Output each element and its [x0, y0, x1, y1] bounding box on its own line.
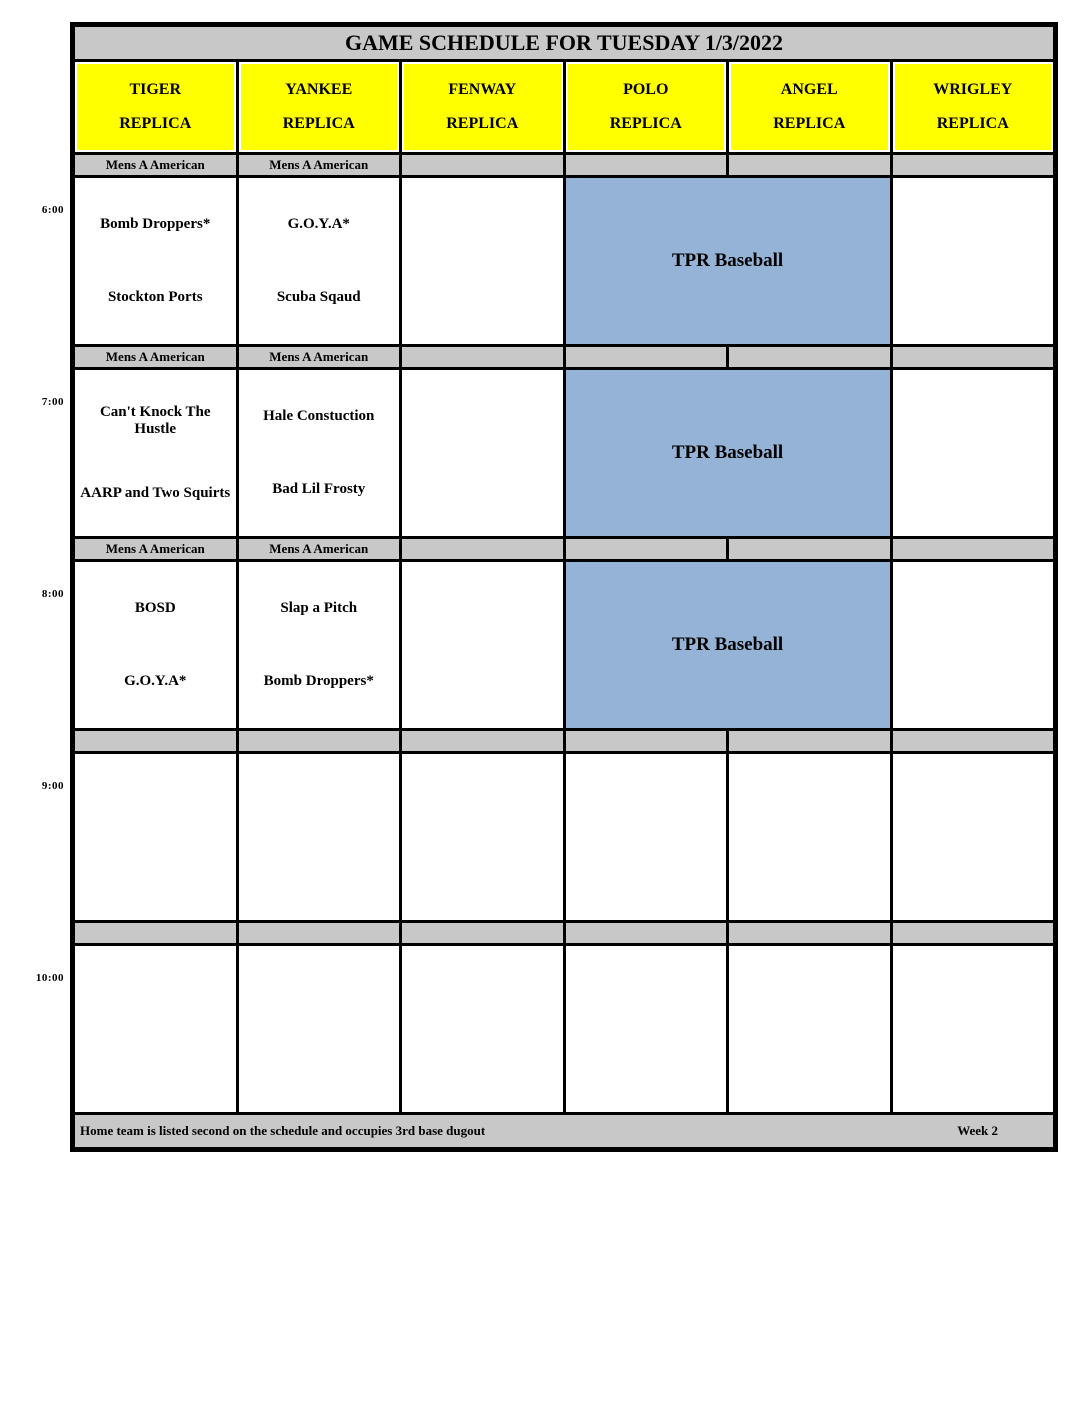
division-bar: Mens A American: [75, 155, 236, 175]
division-bar: [893, 155, 1054, 175]
division-bar: Mens A American: [75, 347, 236, 367]
field-replica: REPLICA: [282, 115, 355, 133]
field-name: FENWAY: [448, 80, 517, 98]
time-label-900: 9:00: [41, 780, 64, 792]
division-bar: Mens A American: [239, 155, 400, 175]
time-label-600: 6:00: [41, 204, 64, 216]
game-cell-1000-yankee: [239, 946, 400, 1112]
game-cell-1000-wrigley: [893, 946, 1054, 1112]
division-bar: [402, 923, 563, 943]
field-header-fenway: [402, 62, 563, 152]
division-bar: [566, 347, 727, 367]
home-team: Scuba Sqaud: [276, 288, 361, 305]
game-cell-800-wrigley: [893, 562, 1054, 728]
division-bar: [566, 731, 727, 751]
field-header-tiger: [75, 62, 236, 152]
game-cell-800-tiger: [75, 562, 236, 728]
away-team: Can't Knock The Hustle: [99, 403, 211, 437]
game-cell-900-wrigley: [893, 754, 1054, 920]
game-cell-800-fenway: [402, 562, 563, 728]
field-replica: REPLICA: [773, 115, 846, 133]
time-label-800: 8:00: [41, 588, 64, 600]
away-team: Hale Constuction: [263, 407, 375, 424]
field-replica: REPLICA: [609, 115, 682, 133]
division-bar: Mens A American: [239, 539, 400, 559]
game-cell-700-fenway: [402, 370, 563, 536]
division-bar: Mens A American: [75, 539, 236, 559]
schedule-title: GAME SCHEDULE FOR TUESDAY 1/3/2022: [75, 27, 1053, 59]
division-bar: [729, 155, 890, 175]
field-header-wrigley: [893, 62, 1054, 152]
home-team-note: Home team is listed second on the schedule and occupies 3rd base dugout: [80, 1123, 486, 1138]
division-bar: [75, 923, 236, 943]
division-bar: [893, 731, 1054, 751]
field-name: YANKEE: [285, 80, 353, 98]
game-cell-1000-angel: [729, 946, 890, 1112]
division-bar: [239, 923, 400, 943]
division-bar: [729, 347, 890, 367]
game-cell-700-wrigley: [893, 370, 1054, 536]
division-bar: [893, 539, 1054, 559]
footer-bar: [75, 1115, 1053, 1147]
division-bar: [75, 731, 236, 751]
game-cell-900-tiger: [75, 754, 236, 920]
division-bar: [239, 731, 400, 751]
division-bar: [893, 923, 1054, 943]
division-bar: [566, 155, 727, 175]
field-name: WRIGLEY: [933, 80, 1013, 98]
field-header-yankee: [239, 62, 400, 152]
home-team: Bad Lil Frosty: [272, 480, 366, 497]
schedule-table: [70, 22, 1058, 1152]
game-cell-600-tiger: [75, 178, 236, 344]
division-bar: [729, 923, 890, 943]
game-cell-800-yankee: [239, 562, 400, 728]
game-cell-700-yankee: [239, 370, 400, 536]
division-bar: [566, 923, 727, 943]
game-cell-900-polo: [566, 754, 727, 920]
division-bar: [729, 539, 890, 559]
game-cell-600-fenway: [402, 178, 563, 344]
field-name: POLO: [623, 80, 669, 98]
reserved-block-600: TPR Baseball: [566, 178, 890, 344]
division-bar: [566, 539, 727, 559]
home-team: Stockton Ports: [107, 288, 203, 305]
reserved-block-700: TPR Baseball: [566, 370, 890, 536]
field-name: TIGER: [129, 80, 182, 98]
home-team: AARP and Two Squirts: [80, 485, 231, 502]
field-replica: REPLICA: [446, 115, 519, 133]
game-cell-1000-tiger: [75, 946, 236, 1112]
game-cell-900-angel: [729, 754, 890, 920]
game-cell-900-yankee: [239, 754, 400, 920]
division-bar: [402, 731, 563, 751]
division-bar: [402, 155, 563, 175]
field-header-angel: [729, 62, 890, 152]
game-cell-900-fenway: [402, 754, 563, 920]
reserved-block-800: TPR Baseball: [566, 562, 890, 728]
division-bar: Mens A American: [239, 347, 400, 367]
division-bar: [402, 539, 563, 559]
home-team: G.O.Y.A*: [124, 672, 187, 689]
time-label-700: 7:00: [41, 396, 64, 408]
game-cell-1000-polo: [566, 946, 727, 1112]
game-cell-600-yankee: [239, 178, 400, 344]
home-team: Bomb Droppers*: [263, 672, 374, 689]
division-bar: [893, 347, 1054, 367]
field-header-polo: [566, 62, 727, 152]
field-name: ANGEL: [780, 80, 838, 98]
division-bar: [402, 347, 563, 367]
away-team: BOSD: [134, 599, 176, 616]
away-team: G.O.Y.A*: [287, 215, 350, 232]
away-team: Bomb Droppers*: [100, 215, 211, 232]
week-label: Week 2: [957, 1123, 998, 1138]
game-cell-1000-fenway: [402, 946, 563, 1112]
field-replica: REPLICA: [119, 115, 192, 133]
game-cell-600-wrigley: [893, 178, 1054, 344]
field-replica: REPLICA: [936, 115, 1009, 133]
time-label-1000: 10:00: [35, 972, 64, 984]
division-bar: [729, 731, 890, 751]
away-team: Slap a Pitch: [280, 599, 358, 616]
game-cell-700-tiger: [75, 370, 236, 536]
